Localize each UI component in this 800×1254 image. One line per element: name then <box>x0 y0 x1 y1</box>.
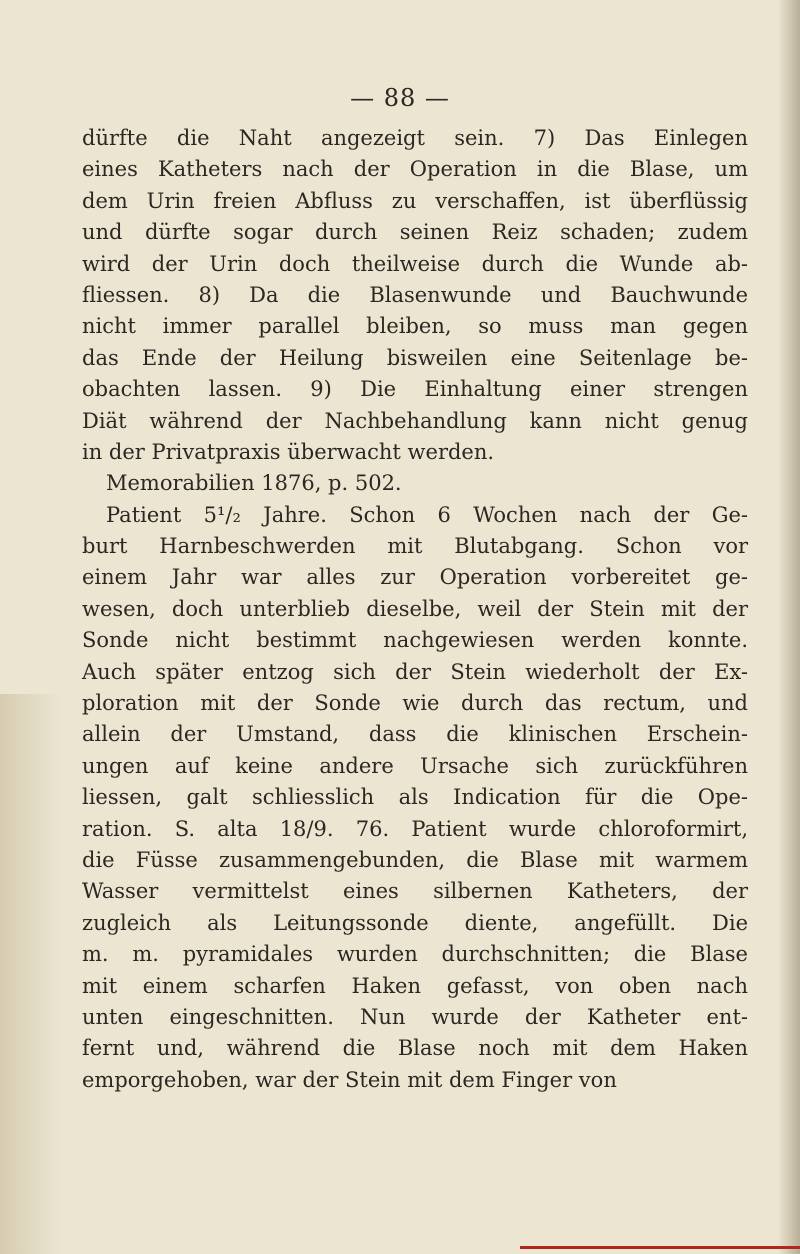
text-line: die Füsse zusammengebunden, die Blase mit warmem <box>82 847 748 872</box>
text-line: und dürfte sogar durch seinen Reiz schaden; zudem <box>82 220 748 245</box>
text-line: ration. S. alta 18/9. 76. Patient wurde chloroformirt, <box>82 816 748 841</box>
text-line: Auch später entzog sich der Stein wiederholt der Ex- <box>82 659 748 684</box>
text-line: Sonde nicht bestimmt nachgewiesen werden konnte. <box>82 628 748 653</box>
text-line: emporgehoben, war der Stein mit dem Finger von <box>82 1067 617 1092</box>
text-line: das Ende der Heilung bisweilen eine Seitenlage be- <box>82 345 748 370</box>
bottom-edge-rule <box>520 1246 800 1249</box>
text-line: mit einem scharfen Haken gefasst, von oben nach <box>82 973 748 998</box>
text-line: liessen, galt schliesslich als Indication für die Ope- <box>82 785 748 810</box>
text-line: in der Privatpraxis überwacht werden. <box>82 439 495 464</box>
text-line: obachten lassen. 9) Die Einhaltung einer strengen <box>82 377 748 402</box>
text-line: Patient 5¹/₂ Jahre. Schon 6 Wochen nach der Ge- <box>106 502 748 527</box>
text-line: fernt und, während die Blase noch mit dem Haken <box>82 1036 748 1061</box>
text-line: unten eingeschnitten. Nun wurde der Katheter ent- <box>82 1004 748 1029</box>
body-text <box>82 123 748 1096</box>
text-line: zugleich als Leitungssonde diente, angefüllt. Die <box>82 910 748 935</box>
text-line: fliessen. 8) Da die Blasenwunde und Bauchwunde <box>82 282 748 307</box>
text-line: ungen auf keine andere Ursache sich zurückführen <box>82 753 748 778</box>
text-line: einem Jahr war alles zur Operation vorbereitet ge- <box>82 565 748 590</box>
text-line: dem Urin freien Abfluss zu verschaffen, ist überflüssig <box>82 188 748 213</box>
text-line: wesen, doch unterblieb dieselbe, weil der Stein mit der <box>82 596 748 621</box>
page-edge-shadow <box>778 0 800 1254</box>
text-line: m. m. pyramidales wurden durchschnitten; die Blase <box>82 942 748 967</box>
text-line: allein der Umstand, dass die klinischen Erschein- <box>82 722 748 747</box>
text-line: nicht immer parallel bleiben, so muss man gegen <box>82 314 748 339</box>
text-line: Diät während der Nachbehandlung kann nicht genug <box>82 408 748 433</box>
text-line: wird der Urin doch theilweise durch die Wunde ab- <box>82 251 748 276</box>
text-line: ploration mit der Sonde wie durch das rectum, und <box>82 691 748 716</box>
text-line: burt Harnbeschwerden mit Blutabgang. Schon vor <box>82 534 748 559</box>
text-line: eines Katheters nach der Operation in die Blase, um <box>82 157 748 182</box>
text-line: Wasser vermittelst eines silbernen Katheters, der <box>82 879 748 904</box>
text-line: dürfte die Naht angezeigt sein. 7) Das Einlegen <box>82 126 748 150</box>
page-number: — 88 — <box>350 84 450 112</box>
citation-heading: Memorabilien 1876, p. 502. <box>106 471 402 496</box>
paper-stain <box>0 694 60 1254</box>
